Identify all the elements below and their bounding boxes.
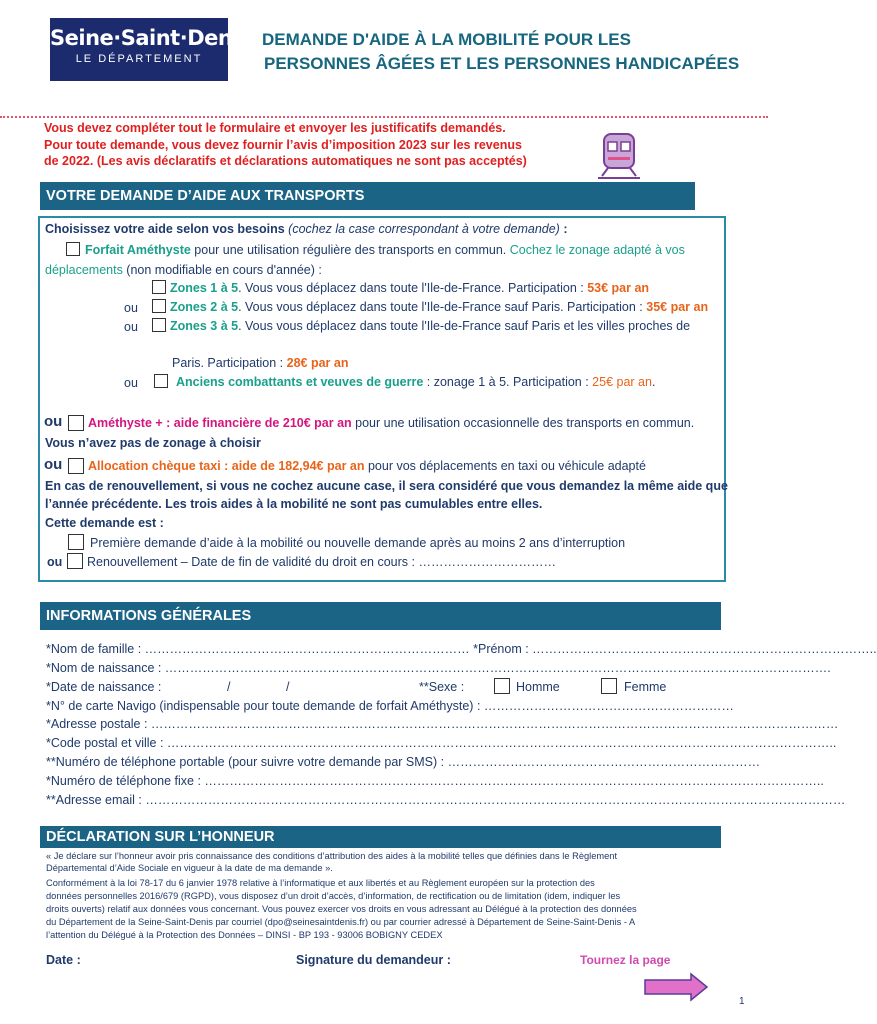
date-label: Date : bbox=[46, 953, 81, 967]
ou-label: ou bbox=[44, 456, 63, 473]
amethyste-line2 bbox=[45, 262, 322, 278]
zones-2-5-price: 35€ par an bbox=[646, 300, 709, 314]
choose-end: : bbox=[559, 222, 568, 236]
no-zonage-note: Vous n’avez pas de zonage à choisir bbox=[45, 436, 261, 450]
forfait-amethyste-text bbox=[85, 242, 685, 258]
zones-3-5-text bbox=[170, 318, 690, 334]
anciens-end: . bbox=[651, 375, 656, 389]
checkbox-zones-2-5[interactable] bbox=[152, 299, 166, 313]
cheque-taxi-desc: pour vos déplacements en taxi ou véhicule adapté bbox=[364, 459, 646, 473]
field-code-postal-ville[interactable]: *Code postal et ville : …………………………………………………………………………………………………………………………………………….. bbox=[46, 736, 837, 750]
signature-label: Signature du demandeur : bbox=[296, 953, 451, 967]
zones-3-5-label: Zones 3 à 5 bbox=[170, 319, 239, 333]
zones-3-5-price: 28€ par an bbox=[286, 356, 349, 370]
checkbox-renewal[interactable] bbox=[67, 553, 83, 569]
forfait-amethyste-label: Forfait Améthyste bbox=[85, 243, 191, 257]
ou-label: ou bbox=[124, 376, 138, 390]
ou-label: ou bbox=[124, 301, 138, 315]
renewal-note-line2: l’année précédente. Les trois aides à la mobilité ne sont pas cumulables entre elles. bbox=[45, 497, 543, 511]
warning-line1: Vous devez compléter tout le formulaire et envoyer les justificatifs demandés. bbox=[44, 121, 506, 135]
zones-3-5-desc: . Vous vous déplacez dans toute l'Ile-de-France sauf Paris et les villes proches de bbox=[238, 319, 691, 333]
field-nom-naissance[interactable]: *Nom de naissance : ……………………………………………………………………………………………………………………………………………. bbox=[46, 661, 831, 675]
rgpd-line3: droits ouverts) relatif aux données vous concernant. Vous pouvez exercer vos droits en vous adressant au Délégué à la protection des données bbox=[46, 904, 637, 914]
arrow-right-icon bbox=[643, 972, 709, 1002]
date-slash-2: / bbox=[286, 680, 290, 694]
forfait-amethyste-desc: pour une utilisation régulière des transports en commun. bbox=[190, 243, 510, 257]
anciens-combattants-desc: : zonage 1 à 5. Participation : bbox=[423, 375, 593, 389]
anciens-combattants-price: 25€ par an bbox=[592, 375, 652, 389]
rgpd-line5: l’attention du Délégué à la Protection des Données – DINSI - BP 193 - 93006 BOBIGNY CEDEX bbox=[46, 930, 443, 940]
deplacements-label: déplacements bbox=[45, 263, 123, 277]
checkbox-first-request[interactable] bbox=[68, 534, 84, 550]
logo-subtitle: LE DÉPARTEMENT bbox=[75, 53, 203, 65]
field-navigo[interactable]: *N° de carte Navigo (indispensable pour toute demande de forfait Améthyste) : …………………………………………………… bbox=[46, 699, 734, 713]
cheque-taxi-label: Allocation chèque taxi : aide de 182,94€ par an bbox=[88, 459, 365, 473]
checkbox-amethyste-plus[interactable] bbox=[68, 415, 84, 431]
non-modifiable-note: (non modifiable en cours d'année) : bbox=[122, 263, 322, 277]
turn-page-label: Tournez la page bbox=[580, 953, 671, 967]
field-tel-portable[interactable]: **Numéro de téléphone portable (pour suivre votre demande par SMS) : ………………………………………………………………… bbox=[46, 755, 761, 769]
zones-3-5-line2 bbox=[172, 355, 348, 371]
warning-text bbox=[44, 120, 584, 170]
first-request-label: Première demande d’aide à la mobilité ou nouvelle demande après au moins 2 ans d’interruption bbox=[90, 536, 626, 550]
ou-label: ou bbox=[47, 555, 63, 569]
checkbox-homme[interactable] bbox=[494, 678, 510, 694]
homme-label: Homme bbox=[516, 680, 560, 694]
train-icon bbox=[596, 130, 642, 182]
checkbox-anciens-combattants[interactable] bbox=[154, 374, 168, 388]
checkbox-zones-1-5[interactable] bbox=[152, 280, 166, 294]
zones-1-5-text bbox=[170, 280, 649, 296]
renewal-text bbox=[87, 554, 556, 570]
ou-label: ou bbox=[44, 413, 63, 430]
field-tel-fixe[interactable]: *Numéro de téléphone fixe : ………………………………………………………………………………………………………………………………….. bbox=[46, 774, 824, 788]
declaration-line2: Départemental d’Aide Sociale en vigueur à la date de ma demande ». bbox=[46, 863, 333, 873]
zonage-instruction: Cochez le zonage adapté à vos bbox=[509, 243, 685, 257]
zones-2-5-label: Zones 2 à 5 bbox=[170, 300, 239, 314]
declaration-line1: « Je déclare sur l’honneur avoir pris connaissance des conditions d’attribution des aides à la mobilité telles que définies dans le Règlement bbox=[46, 851, 618, 861]
ou-label: ou bbox=[124, 320, 138, 334]
choose-italic: (cochez la case correspondant à votre demande) bbox=[288, 222, 560, 236]
date-slash-1: / bbox=[227, 680, 231, 694]
renewal-note-line1: En cas de renouvellement, si vous ne cochez aucune case, il sera considéré que vous demandez la même aide que bbox=[45, 479, 728, 493]
field-email[interactable]: **Adresse email : …………………………………………………………………………………………………………………………………………………… bbox=[46, 793, 846, 807]
checkbox-forfait-amethyste[interactable] bbox=[66, 242, 80, 256]
rgpd-line4: du Département de la Seine-Saint-Denis par courriel (dpo@seinesaintdenis.fr) ou par courrier adressé à Département de Seine-Saint-Denis - A bbox=[46, 917, 636, 927]
anciens-combattants-label: Anciens combattants et veuves de guerre bbox=[176, 375, 424, 389]
zones-1-5-label: Zones 1 à 5 bbox=[170, 281, 239, 295]
field-nom-prenom[interactable]: *Nom de famille : …………………………………………………………………… *Prénom : ……………………………………………………………………….. bbox=[46, 642, 877, 656]
page-number: 1 bbox=[739, 996, 745, 1007]
title-line2: PERSONNES ÂGÉES ET LES PERSONNES HANDICAPÉES bbox=[264, 54, 740, 73]
logo-name: Seine·Saint·Denis bbox=[50, 26, 252, 50]
zones-1-5-price: 53€ par an bbox=[587, 281, 650, 295]
zones-2-5-desc: . Vous vous déplacez dans toute l'Ile-de-France sauf Paris. Participation : bbox=[238, 300, 647, 314]
femme-label: Femme bbox=[624, 680, 667, 694]
anciens-combattants-text bbox=[176, 374, 655, 390]
checkbox-zones-3-5[interactable] bbox=[152, 318, 166, 332]
amethyste-plus-desc: pour une utilisation occasionnelle des transports en commun. bbox=[351, 416, 695, 430]
choose-bold: Choisissez votre aide selon vos besoins bbox=[45, 222, 285, 236]
section-header-general-info: INFORMATIONS GÉNÉRALES bbox=[40, 602, 721, 630]
field-adresse-postale[interactable]: *Adresse postale : ………………………………………………………………………………………………………………………………………………… bbox=[46, 717, 839, 731]
rgpd-line1: Conformément à la loi 78-17 du 6 janvier 1978 relative à l’informatique et aux libertés et au Règlement européen sur la protection des bbox=[46, 878, 595, 888]
checkbox-femme[interactable] bbox=[601, 678, 617, 694]
renewal-date-field[interactable]: …………………………… bbox=[418, 555, 556, 569]
checkbox-cheque-taxi[interactable] bbox=[68, 458, 84, 474]
title-line1: DEMANDE D'AIDE À LA MOBILITÉ POUR LES bbox=[262, 30, 631, 49]
section-header-declaration: DÉCLARATION SUR L’HONNEUR bbox=[40, 826, 721, 848]
department-logo bbox=[50, 18, 252, 81]
choose-instruction bbox=[45, 221, 567, 237]
dotted-separator bbox=[0, 116, 768, 118]
amethyste-plus-text bbox=[88, 415, 694, 431]
page-title bbox=[262, 28, 752, 76]
demand-is-label: Cette demande est : bbox=[45, 516, 164, 530]
zones-1-5-desc: . Vous vous déplacez dans toute l'Ile-de-France. Participation : bbox=[238, 281, 588, 295]
renewal-label: Renouvellement – Date de fin de validité du droit en cours : bbox=[87, 555, 419, 569]
cheque-taxi-text bbox=[88, 458, 646, 474]
rgpd-line2: données personnelles 2016/679 (RGPD), vous disposez d’un droit d’accès, d’information, de rectification ou de limitation (idem, indiquer les bbox=[46, 891, 621, 901]
sexe-label: **Sexe : bbox=[419, 680, 465, 694]
section-header-transport: VOTRE DEMANDE D’AIDE AUX TRANSPORTS bbox=[40, 182, 695, 210]
field-date-naissance-label: *Date de naissance : bbox=[46, 680, 162, 694]
warning-line2: Pour toute demande, vous devez fournir l’avis d’imposition 2023 sur les revenus bbox=[44, 137, 522, 152]
zones-2-5-text bbox=[170, 299, 708, 315]
amethyste-plus-label: Améthyste + : aide financière de 210€ par an bbox=[88, 416, 352, 430]
warning-line3: de 2022. (Les avis déclaratifs et déclarations automatiques ne sont pas acceptés) bbox=[44, 154, 527, 168]
zones-3-5-participation: Paris. Participation : bbox=[172, 356, 287, 370]
